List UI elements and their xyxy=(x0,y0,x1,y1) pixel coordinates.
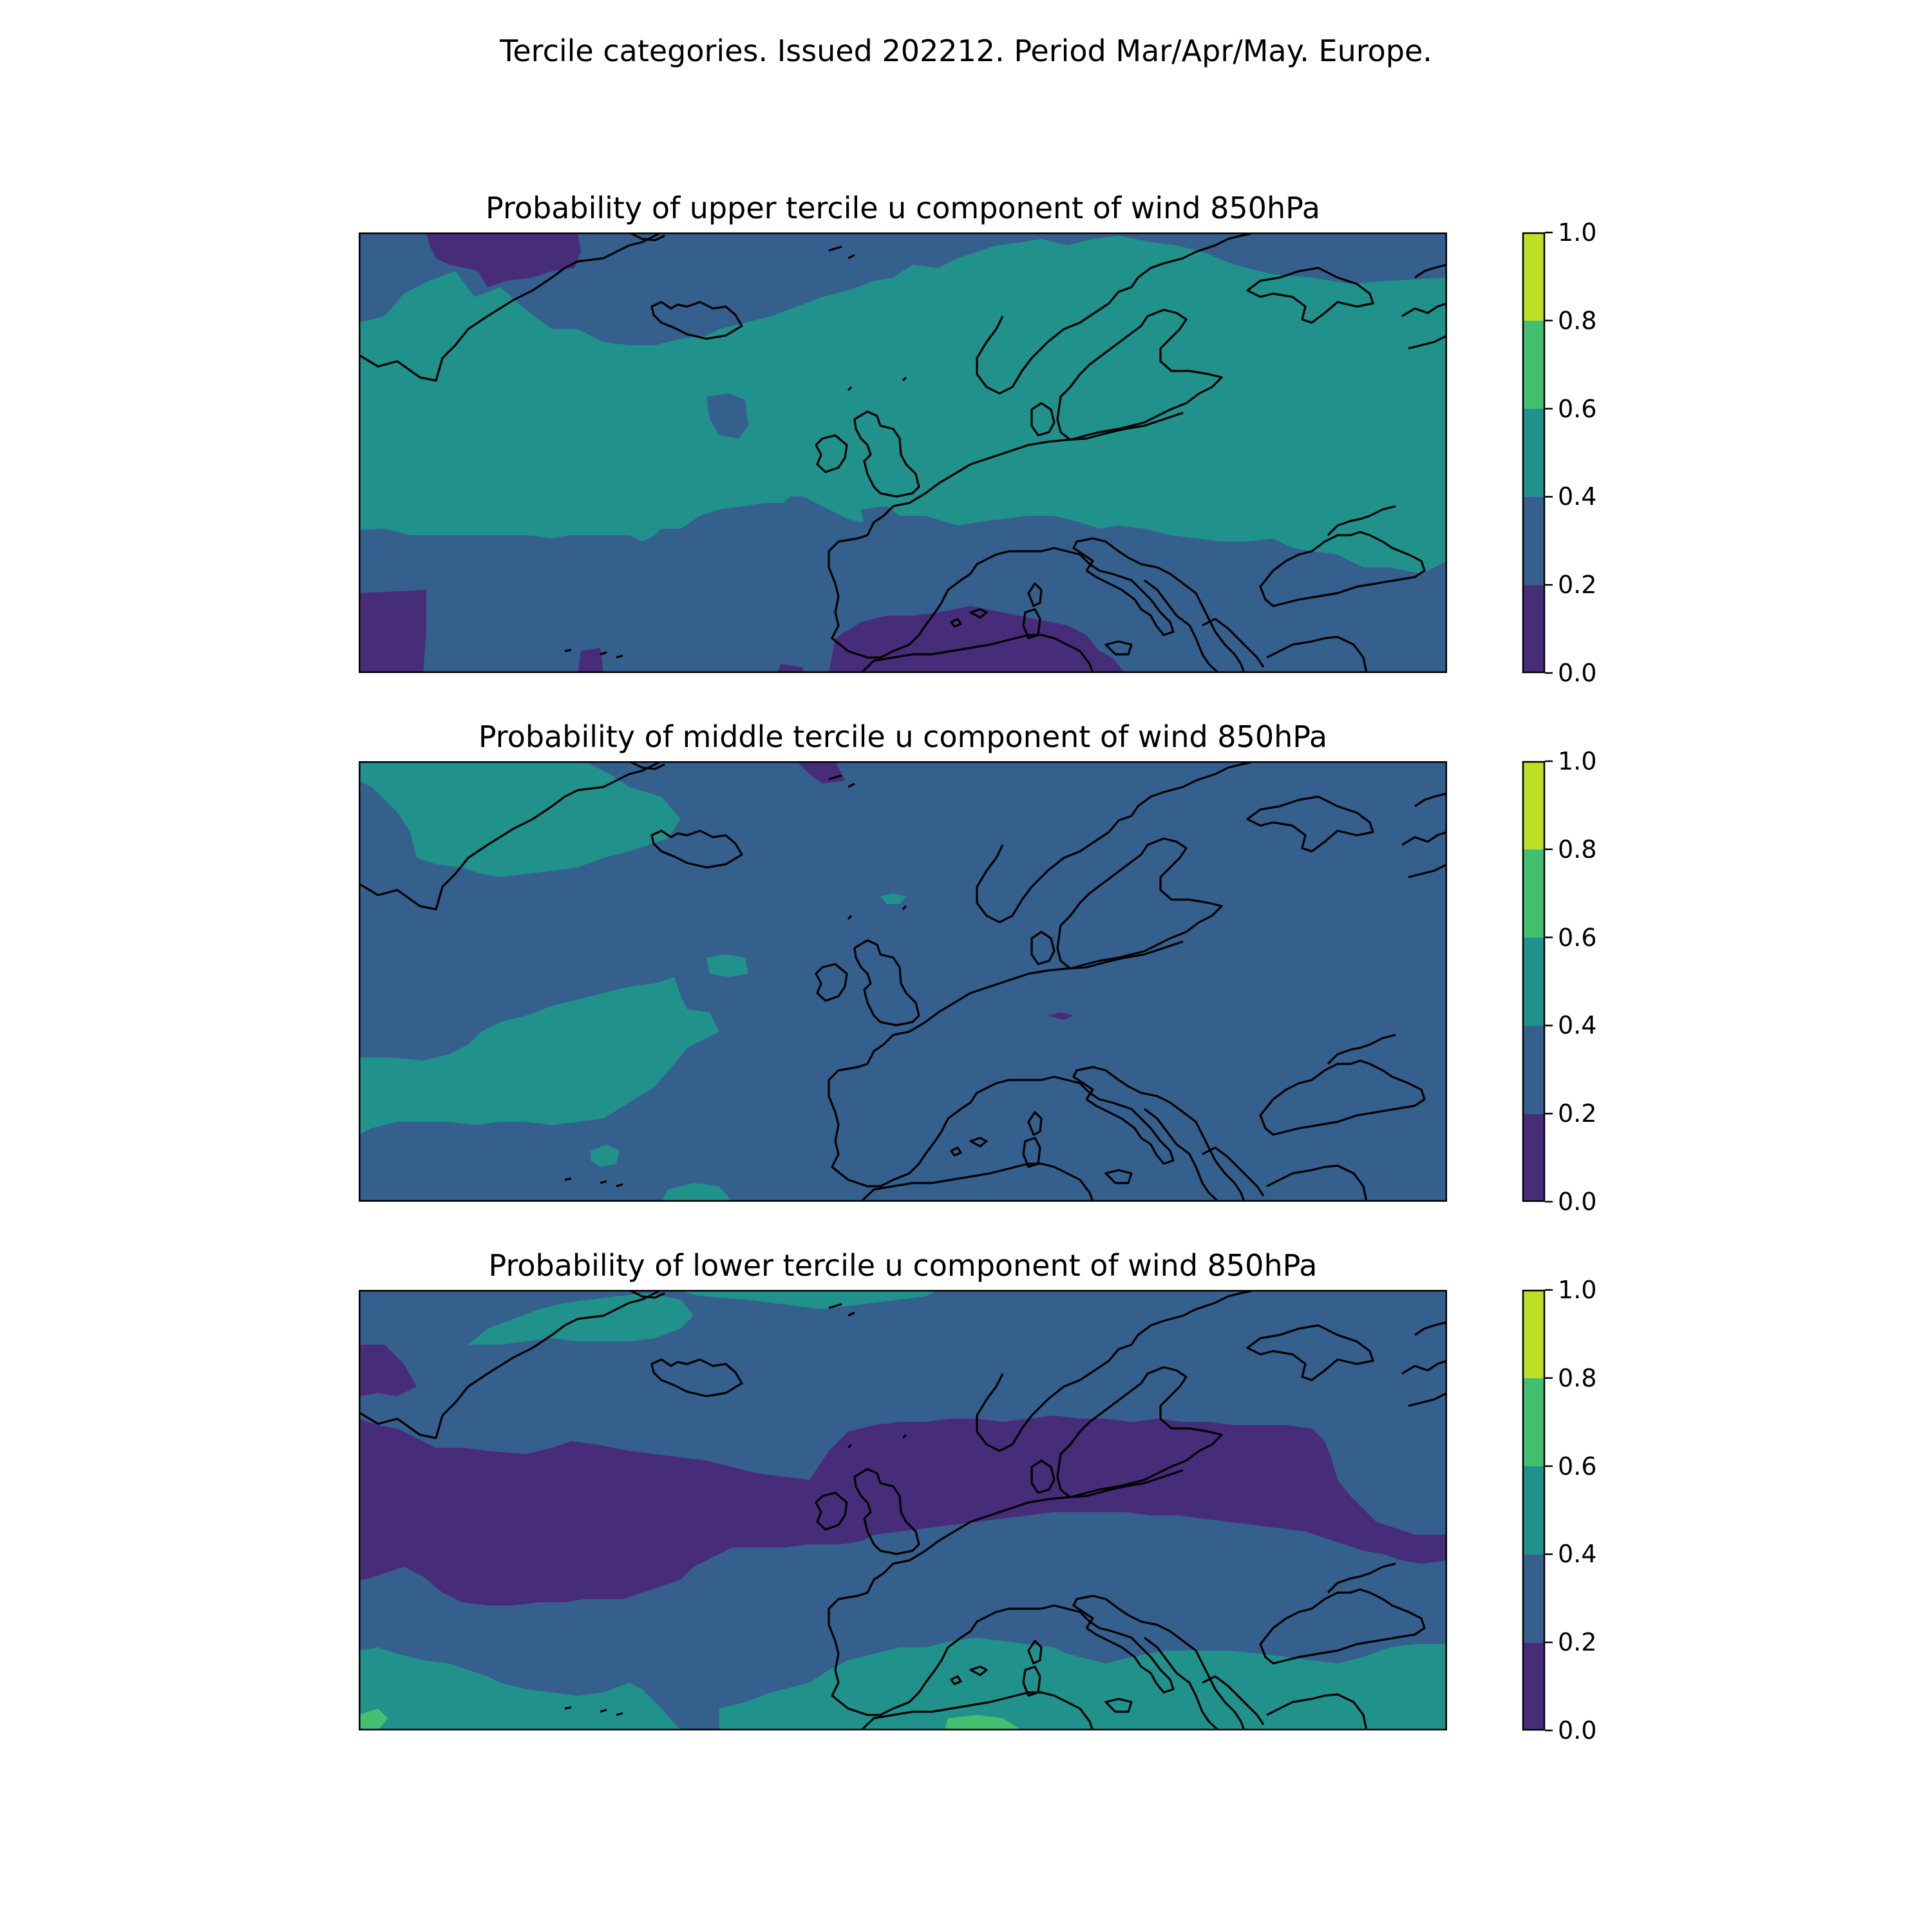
map-panel-middle xyxy=(359,761,1447,1202)
colorbar-lower xyxy=(1522,1290,1545,1730)
map-panel-upper xyxy=(359,232,1447,673)
panel-title-lower: Probability of lower tercile u component of wind 850hPa xyxy=(488,1248,1318,1283)
colorbar-middle xyxy=(1522,761,1545,1202)
colorbar-segment xyxy=(1522,1642,1545,1730)
colorbar-segment xyxy=(1522,585,1545,673)
colorbar-tick-label: 1.0 xyxy=(1558,747,1597,775)
colorbar-tick-label: 0.2 xyxy=(1558,571,1597,600)
colorbar-tick-label: 0.0 xyxy=(1558,1188,1597,1216)
colorbar-tick-label: 0.0 xyxy=(1558,659,1597,687)
field-region-upper-sw xyxy=(359,590,426,673)
colorbar-tick-label: 0.8 xyxy=(1558,1363,1597,1392)
panel-title-upper: Probability of upper tercile u component of wind 850hPa xyxy=(486,191,1320,225)
colorbar-tick-label: 0.8 xyxy=(1558,306,1597,335)
colorbar-tick-label: 0.4 xyxy=(1558,482,1597,511)
colorbar-tick-label: 1.0 xyxy=(1558,1276,1597,1304)
colorbar-tick-label: 0.6 xyxy=(1558,1452,1597,1481)
colorbar-tick-label: 0.4 xyxy=(1558,1011,1597,1040)
colorbar-segment xyxy=(1522,497,1545,585)
colorbar-tick-label: 0.2 xyxy=(1558,1628,1597,1657)
colorbar-tick-label: 0.6 xyxy=(1558,394,1597,423)
colorbar-upper xyxy=(1522,232,1545,673)
suptitle: Tercile categories. Issued 202212. Period Mar/Apr/May. Europe. xyxy=(500,33,1432,68)
colorbar-svg xyxy=(1522,1290,1545,1730)
colorbar-svg xyxy=(1522,761,1545,1202)
panel-title-middle: Probability of middle tercile u component of wind 850hPa xyxy=(478,719,1328,754)
colorbar-segment xyxy=(1522,1025,1545,1113)
colorbar-segment xyxy=(1522,1554,1545,1642)
colorbar-segment xyxy=(1522,938,1545,1026)
map-panel-lower xyxy=(359,1290,1447,1730)
colorbar-segment xyxy=(1522,1466,1545,1555)
colorbar-tick-label: 0.6 xyxy=(1558,923,1597,952)
colorbar-segment xyxy=(1522,761,1545,849)
colorbar-segment xyxy=(1522,409,1545,497)
colorbar-tick-label: 0.4 xyxy=(1558,1540,1597,1569)
colorbar-segment xyxy=(1522,1113,1545,1202)
colorbar-tick-label: 0.0 xyxy=(1558,1716,1597,1745)
field-region-middle-patch1 xyxy=(706,954,748,977)
colorbar-segment xyxy=(1522,321,1545,409)
colorbar-tick-label: 1.0 xyxy=(1558,218,1597,247)
colorbar-segment xyxy=(1522,232,1545,321)
field-region-upper-small1 xyxy=(578,648,603,673)
colorbar-tick-label: 0.2 xyxy=(1558,1099,1597,1128)
colorbar-segment xyxy=(1522,1290,1545,1378)
colorbar-tick-label: 0.8 xyxy=(1558,835,1597,864)
colorbar-svg xyxy=(1522,232,1545,673)
colorbar-segment xyxy=(1522,849,1545,938)
colorbar-segment xyxy=(1522,1378,1545,1466)
